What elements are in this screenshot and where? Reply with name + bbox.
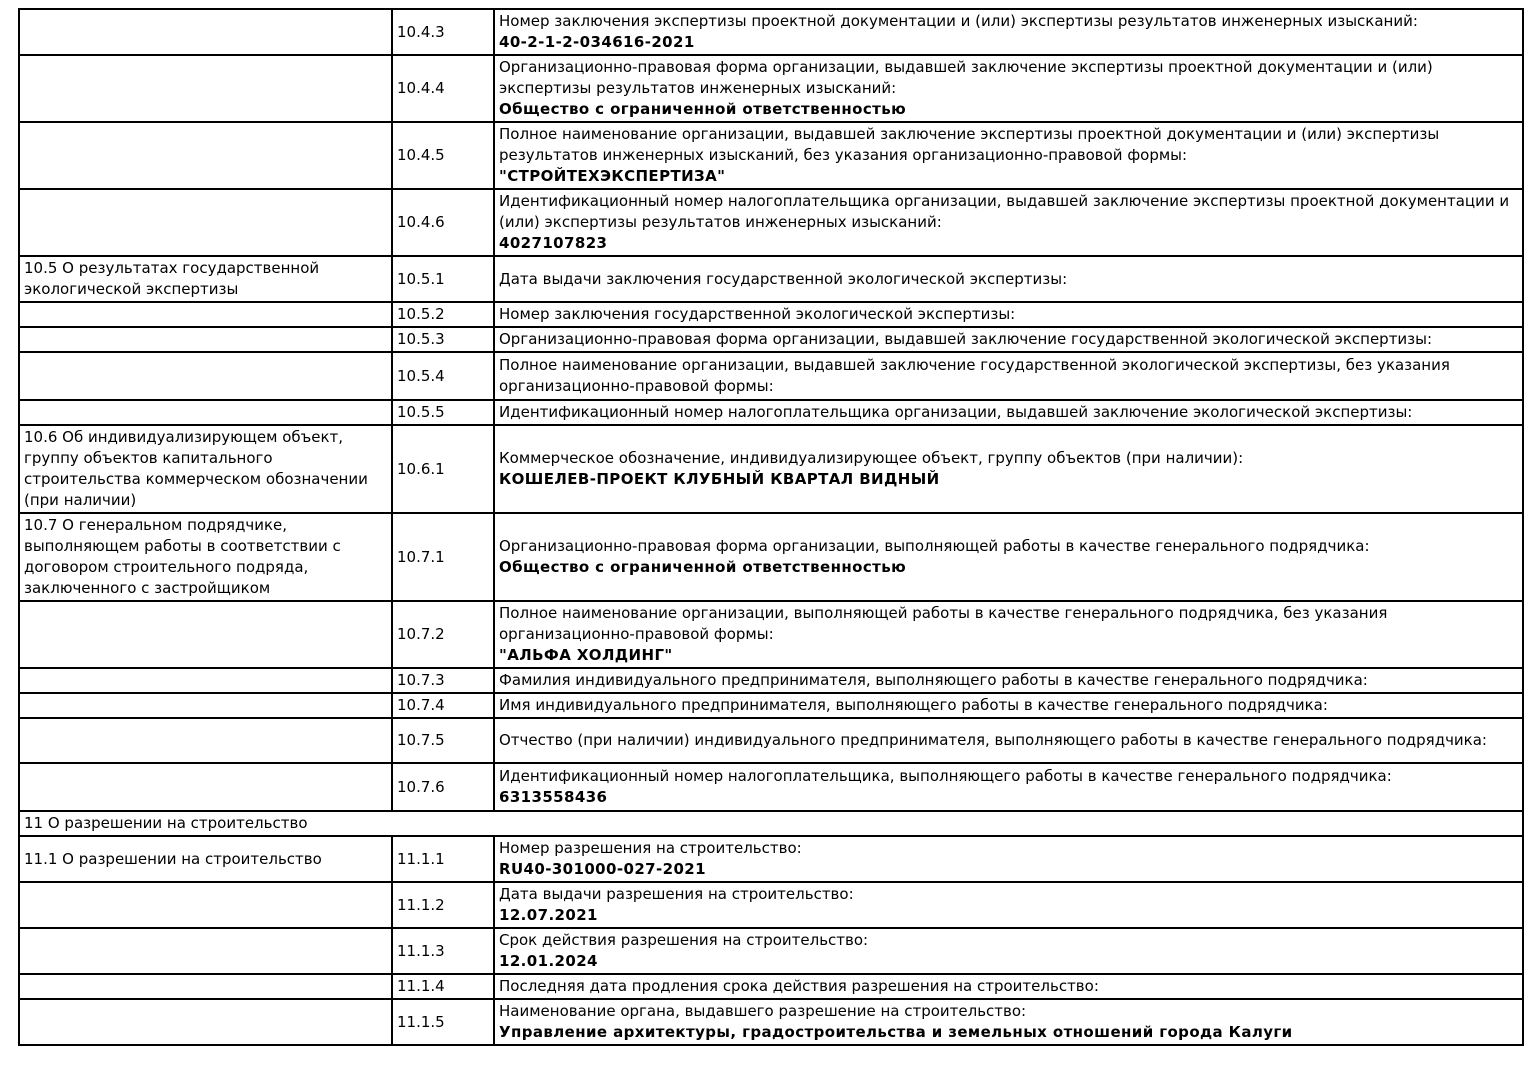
item-number-cell: 10.5.3: [392, 327, 494, 352]
field-label: Организационно-правовая форма организации, выдавшей заключение государственной экологической экспертизы:: [499, 330, 1433, 348]
content-cell: [494, 718, 1523, 763]
table-row: [19, 763, 1523, 811]
field-label: Идентификационный номер налогоплательщика организации, выдавшей заключение экспертизы проектной документации и (или) экспертизы результатов инженерных изысканий:: [499, 192, 1510, 231]
section-cell: [19, 693, 392, 718]
field-label: Идентификационный номер налогоплательщика организации, выдавшей заключение экологической экспертизы:: [499, 403, 1413, 421]
section-cell: 10.6 Об индивидуализирующем объект, группу объектов капитального строительства коммерческом обозначении (при наличии): [19, 425, 392, 513]
content-cell: [494, 601, 1523, 668]
table-row: [19, 425, 1523, 513]
table-row: [19, 122, 1523, 189]
item-number-cell: 10.7.2: [392, 601, 494, 668]
field-value: КОШЕЛЕВ-ПРОЕКТ КЛУБНЫЙ КВАРТАЛ ВИДНЫЙ: [499, 470, 940, 488]
field-value: Управление архитектуры, градостроительства и земельных отношений города Калуги: [499, 1023, 1293, 1041]
field-label: Коммерческое обозначение, индивидуализирующее объект, группу объектов (при наличии):: [499, 449, 1244, 467]
field-value: 12.01.2024: [499, 952, 598, 970]
content-cell: [494, 400, 1523, 425]
content-cell: [494, 882, 1523, 928]
item-number-cell: 10.5.1: [392, 256, 494, 302]
field-label: Дата выдачи заключения государственной экологической экспертизы:: [499, 269, 1068, 288]
table-row: [19, 189, 1523, 256]
field-value: 6313558436: [499, 788, 608, 806]
field-label: Фамилия индивидуального предпринимателя, выполняющего работы в качестве генерального подрядчика:: [499, 671, 1368, 689]
item-number-cell: 11.1.5: [392, 999, 494, 1045]
table-row: [19, 974, 1523, 999]
content-cell: [494, 425, 1523, 513]
item-number-cell: 10.6.1: [392, 425, 494, 513]
section-cell: [19, 974, 392, 999]
item-number-cell: 11.1.4: [392, 974, 494, 999]
content-cell: [494, 999, 1523, 1045]
content-cell: [494, 302, 1523, 327]
item-number-cell: 10.4.3: [392, 9, 494, 55]
project-declaration-document: [18, 8, 1522, 1046]
table-row: [19, 836, 1523, 882]
content-cell: [494, 693, 1523, 718]
field-label: Полное наименование организации, выполняющей работы в качестве генерального подрядчика, без указания организационно-правовой формы:: [499, 604, 1388, 643]
section-cell: [19, 882, 392, 928]
item-number-cell: 10.7.3: [392, 668, 494, 693]
field-value: "СТРОЙТЕХЭКСПЕРТИЗА": [499, 167, 726, 185]
field-value: Общество с ограниченной ответственностью: [499, 100, 907, 118]
content-cell: [494, 836, 1523, 882]
item-number-cell: 11.1.2: [392, 882, 494, 928]
section-cell: 10.7 О генеральном подрядчике, выполняющем работы в соответствии с договором строительного подряда, заключенного с застройщиком: [19, 513, 392, 601]
section-cell: [19, 55, 392, 122]
table-row: [19, 693, 1523, 718]
table-row: [19, 55, 1523, 122]
section-cell: [19, 302, 392, 327]
project-declaration-table: [18, 8, 1524, 1046]
item-number-cell: 11.1.1: [392, 836, 494, 882]
field-value: 40-2-1-2-034616-2021: [499, 33, 695, 51]
content-cell: [494, 974, 1523, 999]
table-row: [19, 256, 1523, 302]
section-cell: [19, 999, 392, 1045]
table-row: [19, 513, 1523, 601]
section-cell: [19, 928, 392, 974]
content-cell: [494, 513, 1523, 601]
field-label: Номер заключения государственной экологической экспертизы:: [499, 305, 1016, 323]
section-cell: [19, 718, 392, 763]
table-row: [19, 668, 1523, 693]
item-number-cell: 10.7.5: [392, 718, 494, 763]
content-cell: [494, 763, 1523, 811]
section-cell: [19, 601, 392, 668]
field-label: Номер заключения экспертизы проектной документации и (или) экспертизы результатов инженерных изысканий:: [499, 12, 1418, 30]
table-row: [19, 352, 1523, 400]
field-label: Организационно-правовая форма организации, выдавшей заключение экспертизы проектной документации и (или) экспертизы результатов инженерных изысканий:: [499, 58, 1433, 97]
table-row: [19, 811, 1523, 836]
field-value: 4027107823: [499, 234, 608, 252]
item-number-cell: 11.1.3: [392, 928, 494, 974]
table-row: [19, 9, 1523, 55]
section-cell: 10.5 О результатах государственной экологической экспертизы: [19, 256, 392, 302]
content-cell: [494, 122, 1523, 189]
field-label: Организационно-правовая форма организации, выполняющей работы в качестве генерального подрядчика:: [499, 537, 1370, 555]
content-cell: [494, 9, 1523, 55]
field-label: Полное наименование организации, выдавшей заключение государственной экологической экспертизы, без указания организационно-правовой формы:: [499, 356, 1450, 395]
table-row: [19, 400, 1523, 425]
item-number-cell: 10.7.6: [392, 763, 494, 811]
item-number-cell: 10.4.6: [392, 189, 494, 256]
content-cell: [494, 327, 1523, 352]
field-label: Полное наименование организации, выдавшей заключение экспертизы проектной документации и (или) экспертизы результатов инженерных изысканий, без указания организационно-правовой формы:: [499, 125, 1440, 164]
field-label: Номер разрешения на строительство:: [499, 839, 802, 857]
table-row: [19, 327, 1523, 352]
field-label: Дата выдачи разрешения на строительство:: [499, 885, 854, 903]
item-number-cell: 10.5.5: [392, 400, 494, 425]
field-label: Идентификационный номер налогоплательщика, выполняющего работы в качестве генерального подрядчика:: [499, 767, 1392, 785]
section-cell: 11.1 О разрешении на строительство: [19, 836, 392, 882]
table-row: [19, 882, 1523, 928]
table-row: [19, 302, 1523, 327]
table-row: [19, 999, 1523, 1045]
section-cell: [19, 327, 392, 352]
content-cell: [494, 668, 1523, 693]
section-cell: [19, 668, 392, 693]
field-label: Имя индивидуального предпринимателя, выполняющего работы в качестве генерального подрядчика:: [499, 696, 1328, 714]
section-cell: [19, 189, 392, 256]
section-cell: [19, 122, 392, 189]
section-cell: [19, 400, 392, 425]
field-value: "АЛЬФА ХОЛДИНГ": [499, 646, 673, 664]
content-cell: [494, 352, 1523, 400]
section-cell: [19, 352, 392, 400]
item-number-cell: 10.5.4: [392, 352, 494, 400]
item-number-cell: 10.7.1: [392, 513, 494, 601]
section-cell: [19, 9, 392, 55]
field-value: RU40-301000-027-2021: [499, 860, 706, 878]
content-cell: [494, 928, 1523, 974]
section-11-header: 11 О разрешении на строительство: [19, 811, 1523, 836]
field-value: 12.07.2021: [499, 906, 598, 924]
field-label: Срок действия разрешения на строительство:: [499, 931, 869, 949]
item-number-cell: 10.4.4: [392, 55, 494, 122]
content-cell: [494, 256, 1523, 302]
table-row: [19, 928, 1523, 974]
field-label: Последняя дата продления срока действия разрешения на строительство:: [499, 977, 1099, 995]
field-value: Общество с ограниченной ответственностью: [499, 558, 907, 576]
content-cell: [494, 55, 1523, 122]
field-label: Отчество (при наличии) индивидуального предпринимателя, выполняющего работы в качестве генерального подрядчика:: [499, 731, 1487, 749]
table-row: [19, 718, 1523, 763]
section-cell: [19, 763, 392, 811]
table-row: [19, 601, 1523, 668]
item-number-cell: 10.4.5: [392, 122, 494, 189]
item-number-cell: 10.5.2: [392, 302, 494, 327]
content-cell: [494, 189, 1523, 256]
item-number-cell: 10.7.4: [392, 693, 494, 718]
field-label: Наименование органа, выдавшего разрешение на строительство:: [499, 1002, 1027, 1020]
